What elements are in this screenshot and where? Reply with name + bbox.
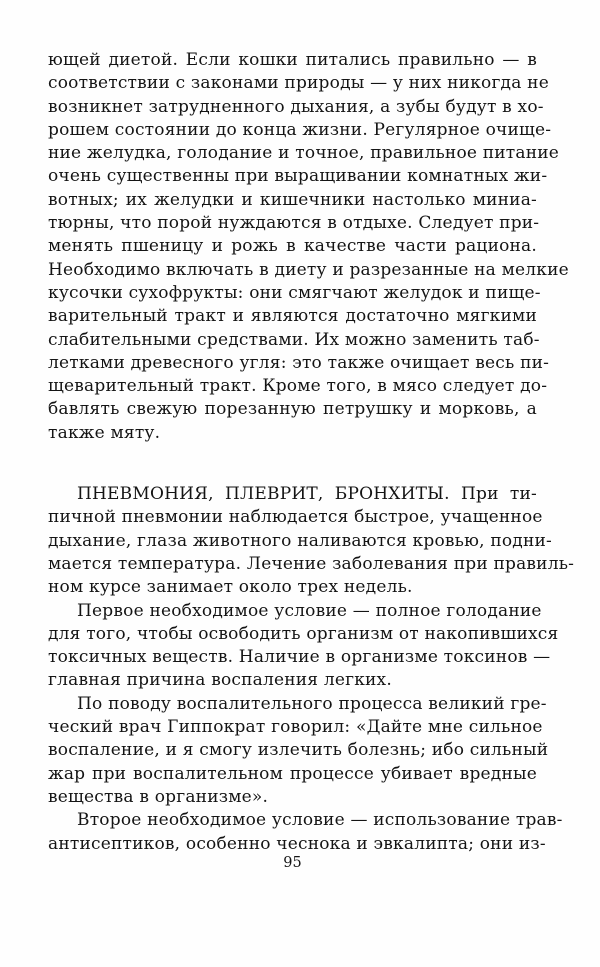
- text-line: рошем состоянии до конца жизни. Регулярное очище-: [48, 119, 552, 140]
- text-line: мается температура. Лечение заболевания при правиль-: [48, 553, 575, 574]
- text-line: воспаление, и я смогу излечить болезнь; ибо сильный: [48, 740, 549, 761]
- text-line: вотных; их желудки и кишечники настолько миниа-: [48, 189, 537, 210]
- text-line: ние желудка, голодание и точное, правильное питание: [48, 143, 560, 164]
- text-line: щеварительный тракт. Кроме того, в мясо следует до-: [48, 376, 548, 397]
- text-line: ном курсе занимает около трех недель.: [48, 577, 413, 598]
- text-line: Необходимо включать в диету и разрезанные на мелкие: [48, 259, 569, 280]
- paragraph-first-condition: [48, 600, 559, 693]
- text-line: очень существенны при выращивании комнатных жи-: [48, 166, 548, 187]
- text-line: кусочки сухофрукты: они смягчают желудок и пище-: [48, 282, 541, 303]
- text-line: Второе необходимое условие — использование трав-: [77, 810, 563, 831]
- text-line: Первое необходимое условие — полное голодание: [77, 600, 542, 621]
- page-number: 95: [283, 855, 302, 871]
- paragraph-pneumonia-header: [48, 483, 575, 599]
- text-line: жар при воспалительном процессе убивает вредные: [48, 763, 537, 784]
- text-line: соответствии с законами природы — у них никогда не: [48, 73, 549, 94]
- section-heading-line: ПНЕВМОНИЯ, ПЛЕВРИТ, БРОНХИТЫ. При ти-: [77, 484, 537, 505]
- paragraph-hippocrates-quote: [48, 693, 549, 809]
- text-line: тюрны, что порой нуждаются в отдыхе. Следует при-: [48, 213, 540, 234]
- text-line: ющей диетой. Если кошки питались правильно — в: [48, 50, 537, 70]
- text-line: варительный тракт и являются достаточно мягкими: [48, 306, 537, 327]
- paragraph-second-condition: [48, 809, 563, 856]
- text-line: По поводу воспалительного процесса великий гре-: [77, 693, 547, 714]
- text-line: слабительными средствами. Их можно заменить таб-: [48, 329, 540, 350]
- text-block: [48, 49, 575, 856]
- paragraph-diet-continuation: [48, 49, 569, 445]
- text-line: летками древесного угля: это также очищает весь пи-: [48, 352, 550, 373]
- text-line: также мяту.: [48, 422, 161, 443]
- text-line: менять пшеницу и рожь в качестве части рациона.: [48, 236, 537, 257]
- text-line: бавлять свежую порезанную петрушку и морковь, а: [48, 399, 537, 420]
- text-line: главная причина воспаления легких.: [48, 670, 392, 691]
- text-line: дыхание, глаза животного наливаются кровью, подни-: [48, 530, 552, 551]
- text-line: ческий врач Гиппократ говорил: «Дайте мне сильное: [48, 717, 543, 738]
- text-line: антисептиков, особенно чеснока и эвкалипта; они из-: [48, 833, 546, 854]
- text-line: вещества в организме».: [48, 786, 269, 807]
- text-line: токсичных веществ. Наличие в организме токсинов —: [48, 647, 551, 668]
- text-line: для того, чтобы освободить организм от накопившихся: [48, 623, 559, 644]
- text-line: пичной пневмонии наблюдается быстрое, учащенное: [48, 507, 543, 528]
- text-line: возникнет затрудненного дыхания, а зубы будут в хо-: [48, 96, 544, 117]
